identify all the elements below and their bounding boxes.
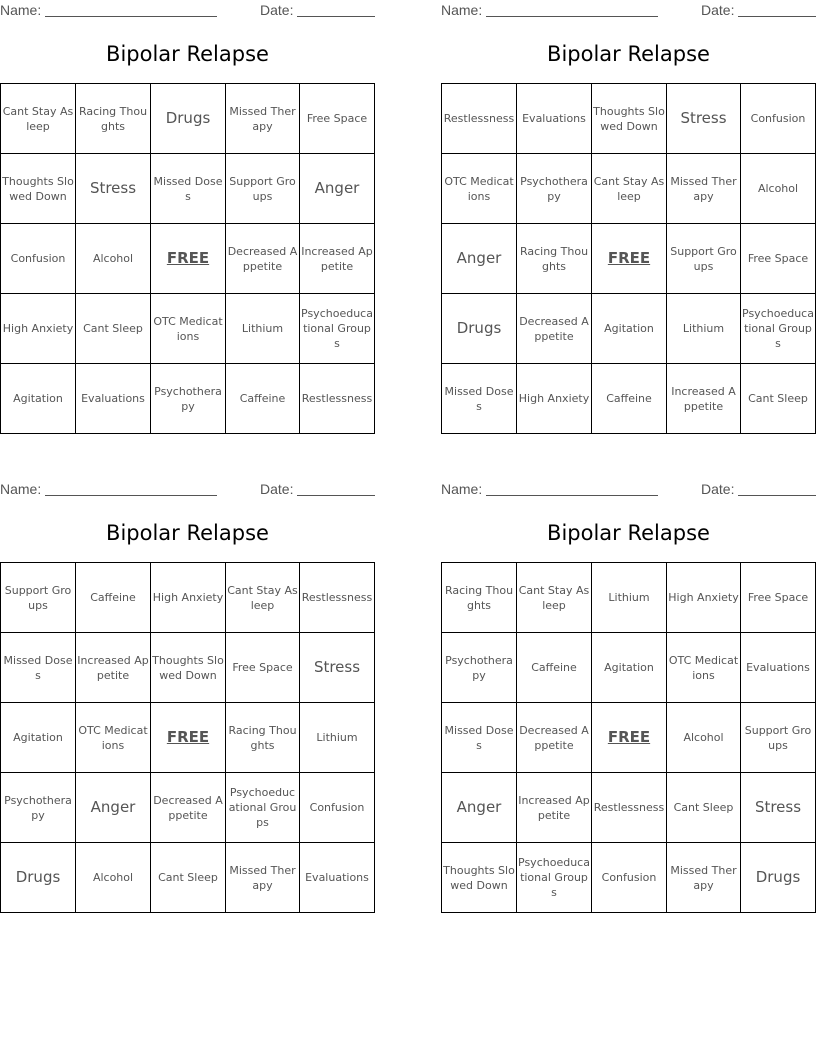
- bingo-cell: Increased Appetite: [300, 224, 375, 294]
- bingo-cell: Support Groups: [667, 224, 741, 294]
- bingo-cell: Missed Doses: [1, 633, 76, 703]
- bingo-cell: Confusion: [741, 84, 816, 154]
- date-field-line: [297, 3, 375, 17]
- name-label: Name:: [441, 481, 483, 497]
- bingo-cell: Alcohol: [76, 843, 151, 913]
- card-title: Bipolar Relapse: [106, 42, 269, 66]
- bingo-cell: Anger: [442, 224, 517, 294]
- date-field-line: [297, 482, 375, 496]
- bingo-cell: OTC Medications: [442, 154, 517, 224]
- bingo-cell: Decreased Appetite: [226, 224, 300, 294]
- bingo-card-4: [441, 479, 816, 899]
- bingo-cell: Caffeine: [76, 563, 151, 633]
- bingo-cell: Psychotherapy: [442, 633, 517, 703]
- free-cell: FREE: [592, 703, 667, 773]
- bingo-cell: Lithium: [667, 294, 741, 364]
- date-label: Date:: [701, 2, 735, 18]
- bingo-cell: Lithium: [226, 294, 300, 364]
- bingo-cell: Cant Sleep: [151, 843, 226, 913]
- bingo-cell: Caffeine: [226, 364, 300, 434]
- bingo-cell: Agitation: [1, 364, 76, 434]
- card-title: Bipolar Relapse: [547, 42, 710, 66]
- bingo-cell: Racing Thoughts: [442, 563, 517, 633]
- bingo-cell: Racing Thoughts: [517, 224, 592, 294]
- bingo-cell: Thoughts Slowed Down: [151, 633, 226, 703]
- date-label: Date:: [260, 2, 294, 18]
- bingo-cell: Cant Stay Asleep: [226, 563, 300, 633]
- name-field-line: [486, 482, 658, 496]
- bingo-grid: [441, 562, 816, 913]
- bingo-cell: Confusion: [300, 773, 375, 843]
- bingo-cell: Missed Doses: [442, 703, 517, 773]
- date-label: Date:: [260, 481, 294, 497]
- bingo-cell: Increased Appetite: [76, 633, 151, 703]
- date-label: Date:: [701, 481, 735, 497]
- bingo-cell: Racing Thoughts: [76, 84, 151, 154]
- date-field-line: [738, 482, 816, 496]
- bingo-cell: Support Groups: [226, 154, 300, 224]
- bingo-cell: Psychotherapy: [151, 364, 226, 434]
- bingo-cell: Drugs: [151, 84, 226, 154]
- bingo-cell: OTC Medications: [76, 703, 151, 773]
- bingo-cell: Stress: [667, 84, 741, 154]
- bingo-cell: Alcohol: [667, 703, 741, 773]
- bingo-cell: Decreased Appetite: [517, 703, 592, 773]
- bingo-cell: Lithium: [592, 563, 667, 633]
- free-cell: FREE: [592, 224, 667, 294]
- bingo-cell: Support Groups: [1, 563, 76, 633]
- bingo-cell: Free Space: [741, 563, 816, 633]
- bingo-grid: [441, 83, 816, 434]
- bingo-cell: Cant Stay Asleep: [517, 563, 592, 633]
- bingo-cell: Cant Stay Asleep: [592, 154, 667, 224]
- name-field-line: [45, 482, 217, 496]
- bingo-cell: Missed Doses: [442, 364, 517, 434]
- bingo-cell: Free Space: [300, 84, 375, 154]
- bingo-cell: Evaluations: [741, 633, 816, 703]
- bingo-cell: Decreased Appetite: [517, 294, 592, 364]
- bingo-cell: Cant Sleep: [76, 294, 151, 364]
- date-field-line: [738, 3, 816, 17]
- name-label: Name:: [0, 2, 42, 18]
- name-label: Name:: [0, 481, 42, 497]
- card-title: Bipolar Relapse: [547, 521, 710, 545]
- bingo-cell: Lithium: [300, 703, 375, 773]
- bingo-cell: Missed Therapy: [226, 84, 300, 154]
- bingo-cell: High Anxiety: [1, 294, 76, 364]
- bingo-cell: Restlessness: [442, 84, 517, 154]
- bingo-cell: Psychoeducational Groups: [517, 843, 592, 913]
- bingo-cell: Evaluations: [300, 843, 375, 913]
- bingo-cell: Evaluations: [517, 84, 592, 154]
- bingo-cell: Restlessness: [300, 563, 375, 633]
- name-field-line: [486, 3, 658, 17]
- bingo-cell: Thoughts Slowed Down: [1, 154, 76, 224]
- card-header: [441, 0, 816, 22]
- bingo-cell: Alcohol: [741, 154, 816, 224]
- bingo-cell: Psychoeducational Groups: [741, 294, 816, 364]
- free-cell: FREE: [151, 703, 226, 773]
- bingo-cell: High Anxiety: [517, 364, 592, 434]
- bingo-cell: Drugs: [1, 843, 76, 913]
- bingo-cell: Thoughts Slowed Down: [592, 84, 667, 154]
- bingo-grid: [0, 562, 375, 913]
- bingo-cell: Cant Stay Asleep: [1, 84, 76, 154]
- bingo-cell: Psychoeducational Groups: [300, 294, 375, 364]
- bingo-cell: High Anxiety: [667, 563, 741, 633]
- bingo-cell: Missed Therapy: [667, 843, 741, 913]
- bingo-cell: Confusion: [1, 224, 76, 294]
- bingo-cell: Anger: [442, 773, 517, 843]
- bingo-cell: Missed Therapy: [226, 843, 300, 913]
- card-title: Bipolar Relapse: [106, 521, 269, 545]
- free-cell: FREE: [151, 224, 226, 294]
- bingo-cell: Caffeine: [517, 633, 592, 703]
- bingo-grid: [0, 83, 375, 434]
- bingo-cell: Restlessness: [300, 364, 375, 434]
- card-header: [0, 0, 375, 22]
- bingo-cell: Confusion: [592, 843, 667, 913]
- bingo-cell: Psychotherapy: [1, 773, 76, 843]
- bingo-cell: Thoughts Slowed Down: [442, 843, 517, 913]
- bingo-cell: Cant Sleep: [667, 773, 741, 843]
- bingo-cell: Cant Sleep: [741, 364, 816, 434]
- bingo-card-2: [441, 0, 816, 413]
- bingo-cell: OTC Medications: [151, 294, 226, 364]
- bingo-cell: Agitation: [592, 633, 667, 703]
- bingo-cell: Anger: [300, 154, 375, 224]
- bingo-cell: Drugs: [442, 294, 517, 364]
- bingo-cell: Agitation: [1, 703, 76, 773]
- bingo-card-1: [0, 0, 375, 413]
- bingo-cell: Anger: [76, 773, 151, 843]
- card-header: [441, 479, 816, 501]
- bingo-cell: Increased Appetite: [667, 364, 741, 434]
- bingo-cell: Increased Appetite: [517, 773, 592, 843]
- bingo-cell: Psychoeducational Groups: [226, 773, 300, 843]
- card-header: [0, 479, 375, 501]
- bingo-cell: Alcohol: [76, 224, 151, 294]
- bingo-cell: Stress: [741, 773, 816, 843]
- bingo-cell: Free Space: [741, 224, 816, 294]
- bingo-cell: Restlessness: [592, 773, 667, 843]
- name-label: Name:: [441, 2, 483, 18]
- bingo-cell: Drugs: [741, 843, 816, 913]
- bingo-cell: Agitation: [592, 294, 667, 364]
- bingo-cell: Missed Doses: [151, 154, 226, 224]
- bingo-cell: Caffeine: [592, 364, 667, 434]
- bingo-cell: Stress: [76, 154, 151, 224]
- bingo-cell: Missed Therapy: [667, 154, 741, 224]
- name-field-line: [45, 3, 217, 17]
- bingo-cell: Free Space: [226, 633, 300, 703]
- bingo-cell: Decreased Appetite: [151, 773, 226, 843]
- bingo-cell: Psychotherapy: [517, 154, 592, 224]
- bingo-cell: Stress: [300, 633, 375, 703]
- bingo-card-3: [0, 479, 375, 892]
- bingo-cell: Support Groups: [741, 703, 816, 773]
- bingo-cell: High Anxiety: [151, 563, 226, 633]
- bingo-cell: Evaluations: [76, 364, 151, 434]
- bingo-cell: Racing Thoughts: [226, 703, 300, 773]
- bingo-cell: OTC Medications: [667, 633, 741, 703]
